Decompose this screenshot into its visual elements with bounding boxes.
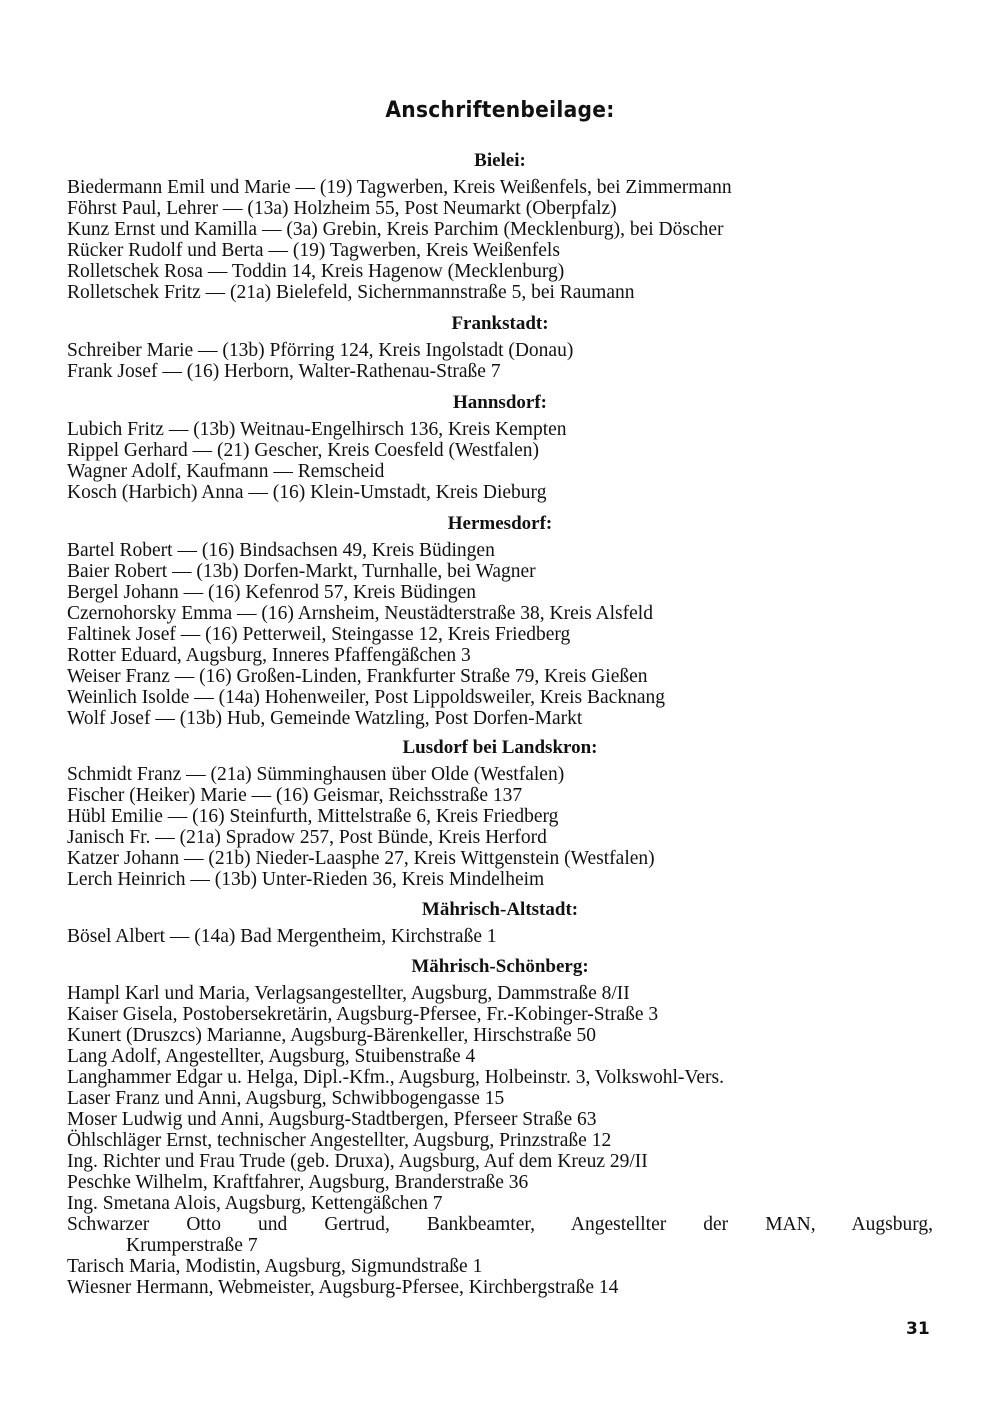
address-entry: Wolf Josef — (13b) Hub, Gemeinde Watzling, Post Dorfen-Markt bbox=[67, 708, 583, 729]
address-entry: Kaiser Gisela, Postobersekretärin, Augsburg-Pfersee, Fr.-Kobinger-Straße 3 bbox=[67, 1004, 659, 1025]
address-entry: Weiser Franz — (16) Großen-Linden, Frankfurter Straße 79, Kreis Gießen bbox=[67, 666, 648, 687]
address-entry: Katzer Johann — (21b) Nieder-Laasphe 27, Kreis Wittgenstein (Westfalen) bbox=[67, 848, 655, 869]
address-entry: Moser Ludwig und Anni, Augsburg-Stadtbergen, Pferseer Straße 63 bbox=[67, 1109, 597, 1130]
page-number: 31 bbox=[906, 1319, 930, 1339]
address-entry: Öhlschläger Ernst, technischer Angestellter, Augsburg, Prinzstraße 12 bbox=[67, 1130, 612, 1151]
address-entry: Langhammer Edgar u. Helga, Dipl.-Kfm., Augsburg, Holbeinstr. 3, Volkswohl-Vers. bbox=[67, 1067, 724, 1088]
address-entry: Weinlich Isolde — (14a) Hohenweiler, Post Lippoldsweiler, Kreis Backnang bbox=[67, 687, 665, 708]
address-entry: Lerch Heinrich — (13b) Unter-Rieden 36, Kreis Mindelheim bbox=[67, 869, 545, 890]
address-entry: Czernohorsky Emma — (16) Arnsheim, Neustädterstraße 38, Kreis Alsfeld bbox=[67, 603, 653, 624]
address-entry: Rolletschek Fritz — (21a) Bielefeld, Sichernmannstraße 5, bei Raumann bbox=[67, 282, 635, 303]
address-entry: Lubich Fritz — (13b) Weitnau-Engelhirsch 136, Kreis Kempten bbox=[67, 419, 567, 440]
address-entry: Baier Robert — (13b) Dorfen-Markt, Turnhalle, bei Wagner bbox=[67, 561, 536, 582]
address-entry: Rippel Gerhard — (21) Gescher, Kreis Coesfeld (Westfalen) bbox=[67, 440, 539, 461]
address-entry: Tarisch Maria, Modistin, Augsburg, Sigmundstraße 1 bbox=[67, 1256, 483, 1277]
section-heading-bielei: Bielei: bbox=[474, 150, 526, 171]
address-entry: Rolletschek Rosa — Toddin 14, Kreis Hagenow (Mecklenburg) bbox=[67, 261, 565, 282]
address-entry: Bergel Johann — (16) Kefenrod 57, Kreis Büdingen bbox=[67, 582, 477, 603]
address-entry: Bösel Albert — (14a) Bad Mergentheim, Kirchstraße 1 bbox=[67, 926, 497, 947]
address-entry-continuation: Krumperstraße 7 bbox=[126, 1235, 258, 1256]
address-entry: Rücker Rudolf und Berta — (19) Tagwerben, Kreis Weißenfels bbox=[67, 240, 560, 261]
address-entry: Ing. Smetana Alois, Augsburg, Kettengäßchen 7 bbox=[67, 1193, 443, 1214]
address-entry: Bartel Robert — (16) Bindsachsen 49, Kreis Büdingen bbox=[67, 540, 495, 561]
address-entry: Faltinek Josef — (16) Petterweil, Steingasse 12, Kreis Friedberg bbox=[67, 624, 571, 645]
address-entry: Ing. Richter und Frau Trude (geb. Druxa), Augsburg, Auf dem Kreuz 29/II bbox=[67, 1151, 648, 1172]
address-entry: Laser Franz und Anni, Augsburg, Schwibbogengasse 15 bbox=[67, 1088, 505, 1109]
address-entry: Kosch (Harbich) Anna — (16) Klein-Umstadt, Kreis Dieburg bbox=[67, 482, 547, 503]
address-entry: Hübl Emilie — (16) Steinfurth, Mittelstraße 6, Kreis Friedberg bbox=[67, 806, 559, 827]
address-entry: Biedermann Emil und Marie — (19) Tagwerben, Kreis Weißenfels, bei Zimmermann bbox=[67, 177, 732, 198]
address-entry: Kunz Ernst und Kamilla — (3a) Grebin, Kreis Parchim (Mecklenburg), bei Döscher bbox=[67, 219, 724, 240]
address-entry: Janisch Fr. — (21a) Spradow 257, Post Bünde, Kreis Herford bbox=[67, 827, 547, 848]
section-heading-maehrisch-altstadt: Mährisch-Altstadt: bbox=[421, 899, 579, 920]
address-entry: Fischer (Heiker) Marie — (16) Geismar, Reichsstraße 137 bbox=[67, 785, 523, 806]
address-entry: Lang Adolf, Angestellter, Augsburg, Stuibenstraße 4 bbox=[67, 1046, 476, 1067]
section-heading-frankstadt: Frankstadt: bbox=[451, 313, 549, 334]
address-entry: Frank Josef — (16) Herborn, Walter-Rathenau-Straße 7 bbox=[67, 361, 501, 382]
address-entry: Peschke Wilhelm, Kraftfahrer, Augsburg, Branderstraße 36 bbox=[67, 1172, 529, 1193]
address-entry: Schreiber Marie — (13b) Pförring 124, Kreis Ingolstadt (Donau) bbox=[67, 340, 574, 361]
section-heading-hermesdorf: Hermesdorf: bbox=[447, 513, 553, 534]
section-heading-maehrisch-schoenberg: Mährisch-Schönberg: bbox=[411, 956, 589, 977]
address-entry: Kunert (Druszcs) Marianne, Augsburg-Bärenkeller, Hirschstraße 50 bbox=[67, 1025, 596, 1046]
address-entry: Föhrst Paul, Lehrer — (13a) Holzheim 55, Post Neumarkt (Oberpfalz) bbox=[67, 198, 617, 219]
section-heading-lusdorf-bei-landskron: Lusdorf bei Landskron: bbox=[402, 737, 598, 758]
address-entry: Schwarzer Otto und Gertrud, Bankbeamter, Angestellter der MAN, Augsburg, bbox=[67, 1214, 933, 1235]
page-title: Anschriftenbeilage: bbox=[385, 98, 615, 123]
address-entry: Schmidt Franz — (21a) Sümminghausen über Olde (Westfalen) bbox=[67, 764, 565, 785]
address-entry: Rotter Eduard, Augsburg, Inneres Pfaffengäßchen 3 bbox=[67, 645, 471, 666]
address-entry: Hampl Karl und Maria, Verlagsangestellter, Augsburg, Dammstraße 8/II bbox=[67, 983, 630, 1004]
address-entry: Wiesner Hermann, Webmeister, Augsburg-Pfersee, Kirchbergstraße 14 bbox=[67, 1277, 619, 1298]
address-entry: Wagner Adolf, Kaufmann — Remscheid bbox=[67, 461, 385, 482]
section-heading-hannsdorf: Hannsdorf: bbox=[453, 392, 547, 413]
